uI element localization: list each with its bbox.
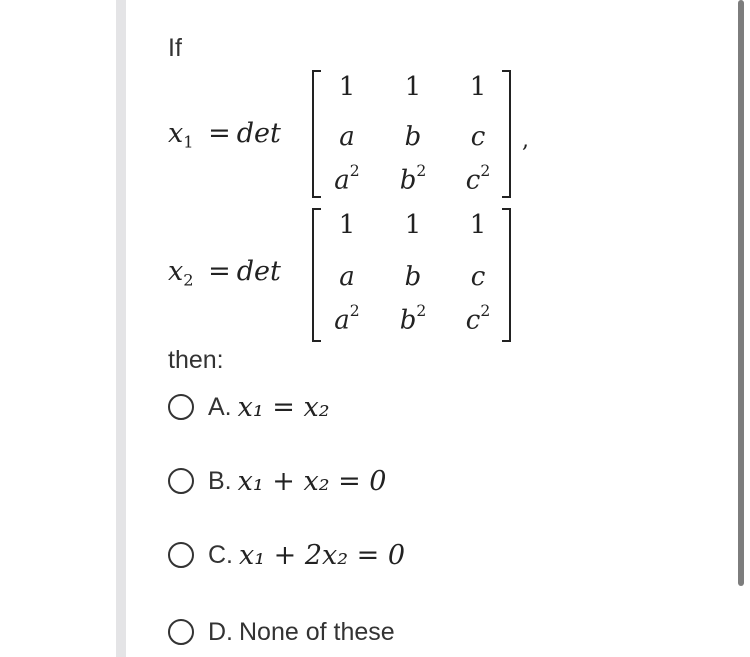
matrix1-left-bracket: [312, 70, 321, 198]
option-c[interactable]: [168, 538, 405, 572]
question-intro: If: [168, 34, 182, 62]
m1-r3c2-base: b: [399, 165, 417, 196]
m1-r2c3: c: [470, 122, 486, 152]
m1-r3c3-exp: 2: [480, 162, 491, 180]
option-d-text: None of these: [239, 617, 395, 646]
x2-sub: 2: [183, 270, 194, 290]
matrix2-right-bracket: [502, 208, 511, 342]
x1-det: det: [236, 118, 281, 149]
matrix1-right-bracket: [502, 70, 511, 198]
m2-r1c3: 1: [469, 210, 487, 240]
m1-r3c1-base: a: [334, 165, 350, 196]
m2-r1c1: 1: [338, 210, 356, 240]
x1-var: x: [168, 118, 184, 149]
left-border: [116, 0, 126, 657]
m2-r2c1: a: [339, 262, 355, 292]
m1-r2c2: b: [404, 122, 422, 152]
radio-circle-icon[interactable]: [168, 468, 194, 494]
m1-r1c2: 1: [404, 72, 422, 102]
x2-var: x: [168, 256, 184, 287]
option-d-letter: D.: [208, 617, 233, 646]
m2-r3c2-base: b: [399, 305, 417, 336]
m2-r3c1: [327, 302, 367, 335]
question-then: then:: [168, 346, 224, 374]
m1-r1c1: 1: [338, 72, 356, 102]
option-a-math: x₁ = x₂: [237, 391, 330, 423]
m1-r3c1: [327, 162, 367, 195]
option-d[interactable]: [168, 615, 395, 649]
scrollbar[interactable]: [738, 0, 744, 586]
option-b[interactable]: [168, 464, 386, 498]
m1-r3c2: [393, 162, 433, 195]
m2-r3c3-base: c: [465, 305, 481, 336]
m2-r2c3: c: [470, 262, 486, 292]
trailing-comma: ,: [522, 128, 529, 153]
option-c-letter: C.: [208, 540, 233, 569]
m1-r1c3: 1: [469, 72, 487, 102]
radio-circle-icon[interactable]: [168, 542, 194, 568]
x2-equals: =: [208, 256, 231, 287]
m2-r2c2: b: [404, 262, 422, 292]
x1-expression: [168, 118, 281, 152]
m2-r3c2-exp: 2: [416, 302, 427, 320]
option-a-letter: A.: [208, 392, 232, 421]
m2-r3c3-exp: 2: [480, 302, 491, 320]
m2-r3c1-base: a: [334, 305, 350, 336]
m2-r1c2: 1: [404, 210, 422, 240]
m1-r3c2-exp: 2: [416, 162, 427, 180]
m2-r3c3: [458, 302, 498, 335]
option-b-math: x₁ + x₂ = 0: [237, 465, 387, 497]
radio-circle-icon[interactable]: [168, 619, 194, 645]
radio-circle-icon[interactable]: [168, 394, 194, 420]
option-a[interactable]: [168, 390, 330, 424]
m1-r3c1-exp: 2: [349, 162, 360, 180]
m2-r3c2: [393, 302, 433, 335]
m1-r2c1: a: [339, 122, 355, 152]
matrix2-left-bracket: [312, 208, 321, 342]
m1-r3c3: [458, 162, 498, 195]
x2-det: det: [236, 256, 281, 287]
option-b-letter: B.: [208, 466, 232, 495]
x1-equals: =: [208, 118, 231, 149]
m1-r3c3-base: c: [465, 165, 481, 196]
x1-sub: 1: [183, 132, 194, 152]
m2-r3c1-exp: 2: [349, 302, 360, 320]
option-c-math: x₁ + 2x₂ = 0: [239, 539, 406, 571]
x2-expression: [168, 256, 281, 290]
